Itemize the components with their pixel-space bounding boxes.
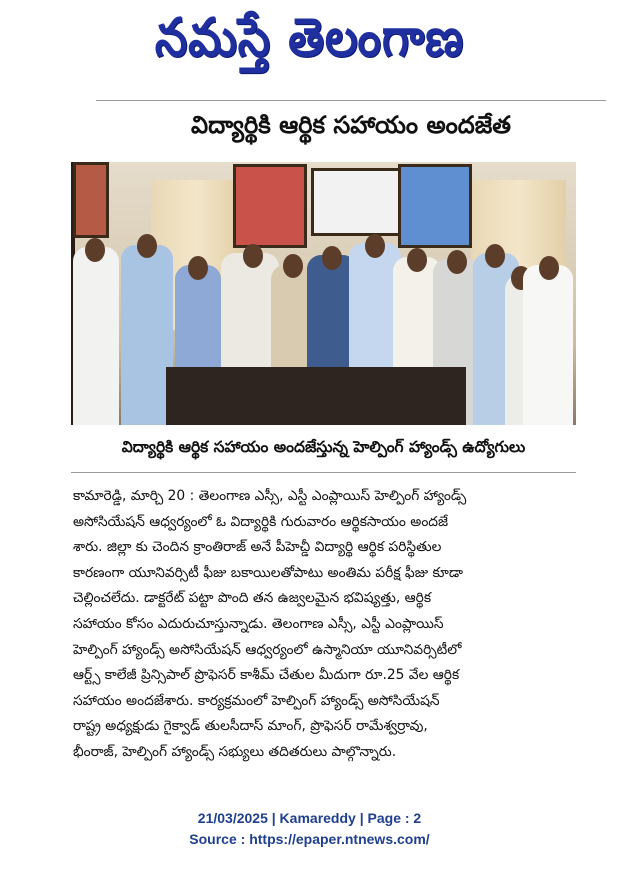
person (523, 265, 573, 425)
article-photo (71, 162, 576, 425)
portrait-frame-right (398, 164, 472, 248)
body-line: శారు. జిల్లా కు చెందిన క్రాంతిరాజ్ అనే పీహెచ్డీ విద్యార్థి ఆర్థిక పరిస్థితుల (73, 539, 442, 556)
article-body (73, 484, 575, 766)
body-line: కారణంగా యూనివర్సిటీ ఫీజు బకాయిలతోపాటు అంతిమ పరీక్ష ఫీజు కూడా (73, 564, 463, 581)
body-line: ఆర్ట్స్ కాలేజీ ప్రిన్సిపాల్ ప్రొఫెసర్ కాశీమ్ చేతుల మీదుగా రూ.25 వేల ఆర్థిక (73, 667, 460, 684)
article-headline: విద్యార్థికి ఆర్థిక సహాయం అందజేత (191, 111, 511, 139)
person-head (447, 250, 467, 274)
page-footer (0, 808, 619, 850)
person-head (539, 256, 559, 280)
body-line: చెల్లించలేదు. డాక్టరేట్ పట్టా పొంది తన ఉజ్వలమైన భవిష్యత్తు, ఆర్థిక (73, 590, 432, 607)
body-line: సహాయం కోసం ఎదురుచూస్తున్నాడు. తెలంగాణ ఎస్సీ, ఎస్టీ ఎంప్లాయిస్ (73, 615, 444, 632)
portrait-frame-left (233, 164, 307, 248)
person-head (485, 244, 505, 268)
body-line: సహాయం అందజేశారు. కార్యక్రమంలో హెల్పింగ్ హ్యాండ్స్ అసోసియేషన్ (73, 692, 440, 709)
person-head (283, 254, 303, 278)
logo-frame (311, 168, 402, 236)
person-head (85, 238, 105, 262)
divider-caption (71, 472, 576, 473)
person-head (365, 234, 385, 258)
person-head (137, 234, 157, 258)
person-head (188, 256, 208, 280)
person-head (243, 244, 263, 268)
office-table (166, 367, 466, 425)
newspaper-masthead (0, 4, 619, 84)
masthead-title: నమస్తే తెలంగాణ (154, 6, 465, 69)
person (73, 247, 119, 425)
photo-caption: విద్యార్థికి ఆర్థిక సహాయం అందజేస్తున్న హెల్పింగ్ హ్యాండ్స్ ఉద్యోగులు (121, 438, 526, 456)
body-line: అసోసియేషన్ ఆధ్వర్యంలో ఓ విద్యార్థికి గురువారం ఆర్థికసాయం అందజే (73, 513, 449, 530)
body-line: రాష్ట్ర అధ్యక్షుడు గైక్వాడ్ తులసీదాస్ మాంగ్, ప్రొఫెసర్ రామేశ్వర్రావు, (73, 718, 428, 735)
portrait-frame-edge (73, 162, 109, 238)
person-head (322, 246, 342, 270)
body-line: భీంరాజ్, హెల్పింగ్ హ్యాండ్స్ సభ్యులు తదితరులు పాల్గొన్నారు. (73, 743, 397, 760)
body-line: కామారెడ్డి, మార్చి 20 : తెలంగాణ ఎస్సీ, ఎస్టీ ఎంప్లాయిస్ హెల్పింగ్ హ్యాండ్స్ (73, 488, 467, 504)
footer-source-line: Source : https://epaper.ntnews.com/ (189, 831, 430, 847)
body-line: హెల్పింగ్ హ్యాండ్స్ అసోసియేషన్ ఆధ్వర్యంలో ఉస్మానియా యూనివర్సిటీలో (73, 641, 462, 658)
person-head (407, 248, 427, 272)
divider-top (96, 100, 606, 101)
footer-date-line: 21/03/2025 | Kamareddy | Page : 2 (197, 810, 422, 826)
